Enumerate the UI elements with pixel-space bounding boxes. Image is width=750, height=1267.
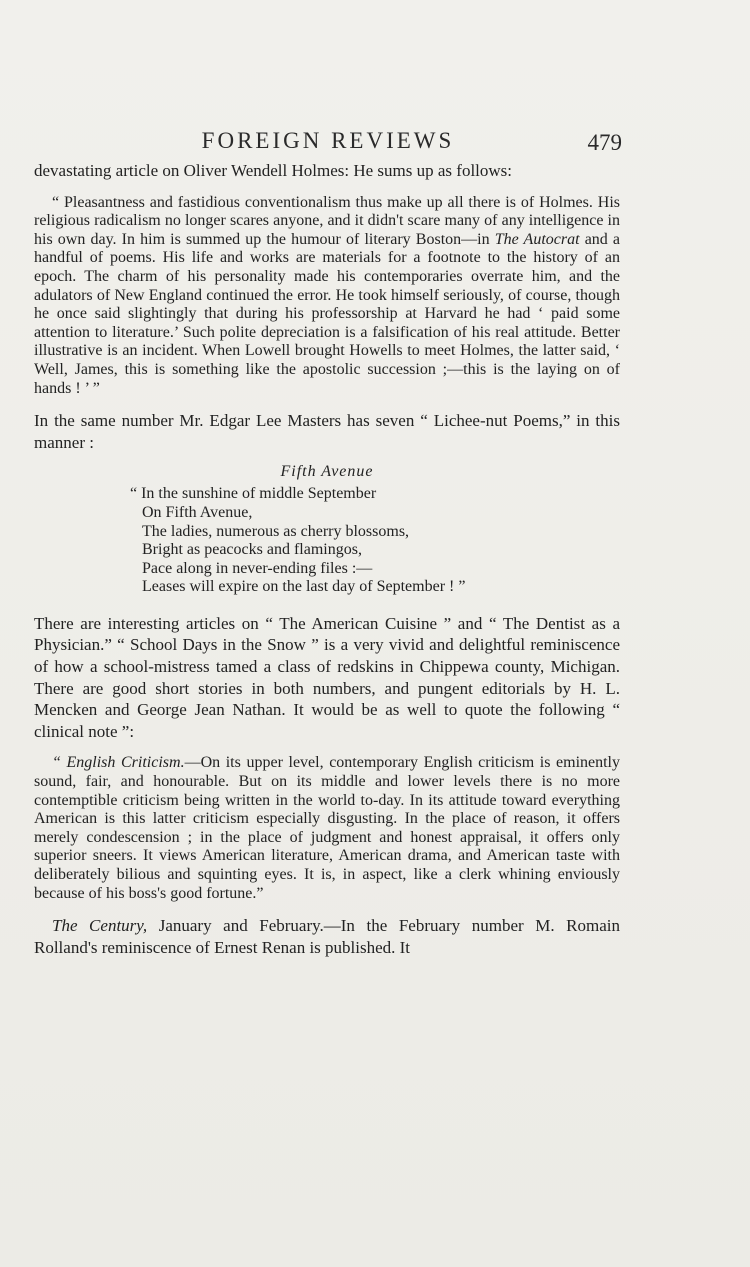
paragraph-century-text: January and February.—In the February number M. Romain Rolland's reminiscence of Ernest Renan is published. It <box>34 916 620 957</box>
poem-line: On Fifth Avenue, <box>142 503 253 521</box>
poem-title: Fifth Avenue <box>280 463 374 481</box>
paragraph-articles: There are interesting articles on “ The American Cuisine ” and “ The Dentist as a Physician.” “ School Days in the Snow ” is a very vivid and delightful reminiscence of how a school-mistress tamed a class of redskins in Chippewa county, Michigan. There are good short stories in both numbers, and pungent editorials by H. L. Mencken and George Jean Nathan. It would be as well to quote the following “ clinical note ”: <box>34 613 620 741</box>
quote-holmes-text-b: and a handful of poems. His life and works are materials for a footnote to the history of an epoch. The charm of his personality made his contemporaries overrate him, and the adulators of New England continued the error. He took himself seriously, of course, though he once said slightingly that during his professorship at Harvard he had ‘ paid some attention to literature.’ Such polite depreciation is a falsification of his real attitude. Better illustrative is an incident. When Lowell brought Howells to meet Holmes, the latter said, ‘ Well, James, this is something like the apostolic succession ;—this is the laying on of hands ! ’ ” <box>34 230 621 397</box>
quote-holmes <box>34 194 620 399</box>
quote-criticism-text: —On its upper level, contemporary English criticism is eminently sound, fair, and honourable. But on its middle and lower levels there is no more contemptible criticism being written in the world to-day. In its attitude toward everything American is this latter criticism especially disgusting. In the place of reason, it offers merely condescension ; in the place of judgment and honest appraisal, it offers only superior sneers. It views American literature, American drama, and American taste with deliberately bilious and squinting eyes. It is, in aspect, like a clerk whining enviously because of his boss's good fortune.” <box>34 754 621 902</box>
quote-holmes-title: The Autocrat <box>494 230 580 248</box>
page-number: 479 <box>587 130 622 155</box>
page-body <box>34 160 620 958</box>
poem-line: Pace along in never-ending files :— <box>142 559 373 577</box>
paragraph-holmes-intro: devastating article on Oliver Wendell Holmes: He sums up as follows: <box>34 161 513 180</box>
poem-line: Bright as peacocks and flamingos, <box>142 541 362 559</box>
running-header: FOREIGN REVIEWS <box>201 128 455 153</box>
poem <box>130 485 620 597</box>
paragraph-century <box>34 915 620 958</box>
quote-holmes-text-a: “ Pleasantness and fastidious conventionalism thus make up all there is of Holmes. His religious radicalism no longer scares anyone, and it didn't scare many of any intelligence in his own day. In him is summed up the humour of literary Boston—in <box>34 193 620 248</box>
quote-criticism-title: “ English Criticism. <box>52 754 185 772</box>
poem-line: The ladies, numerous as cherry blossoms, <box>142 522 410 540</box>
magazine-title: The Century, <box>52 916 148 936</box>
poem-line: “ In the sunshine of middle September <box>130 485 377 503</box>
paragraph-masters: In the same number Mr. Edgar Lee Masters has seven “ Lichee-nut Poems,” in this manner : <box>34 411 620 452</box>
quote-english-criticism <box>34 754 620 903</box>
poem-line: Leases will expire on the last day of September ! ” <box>142 578 466 596</box>
